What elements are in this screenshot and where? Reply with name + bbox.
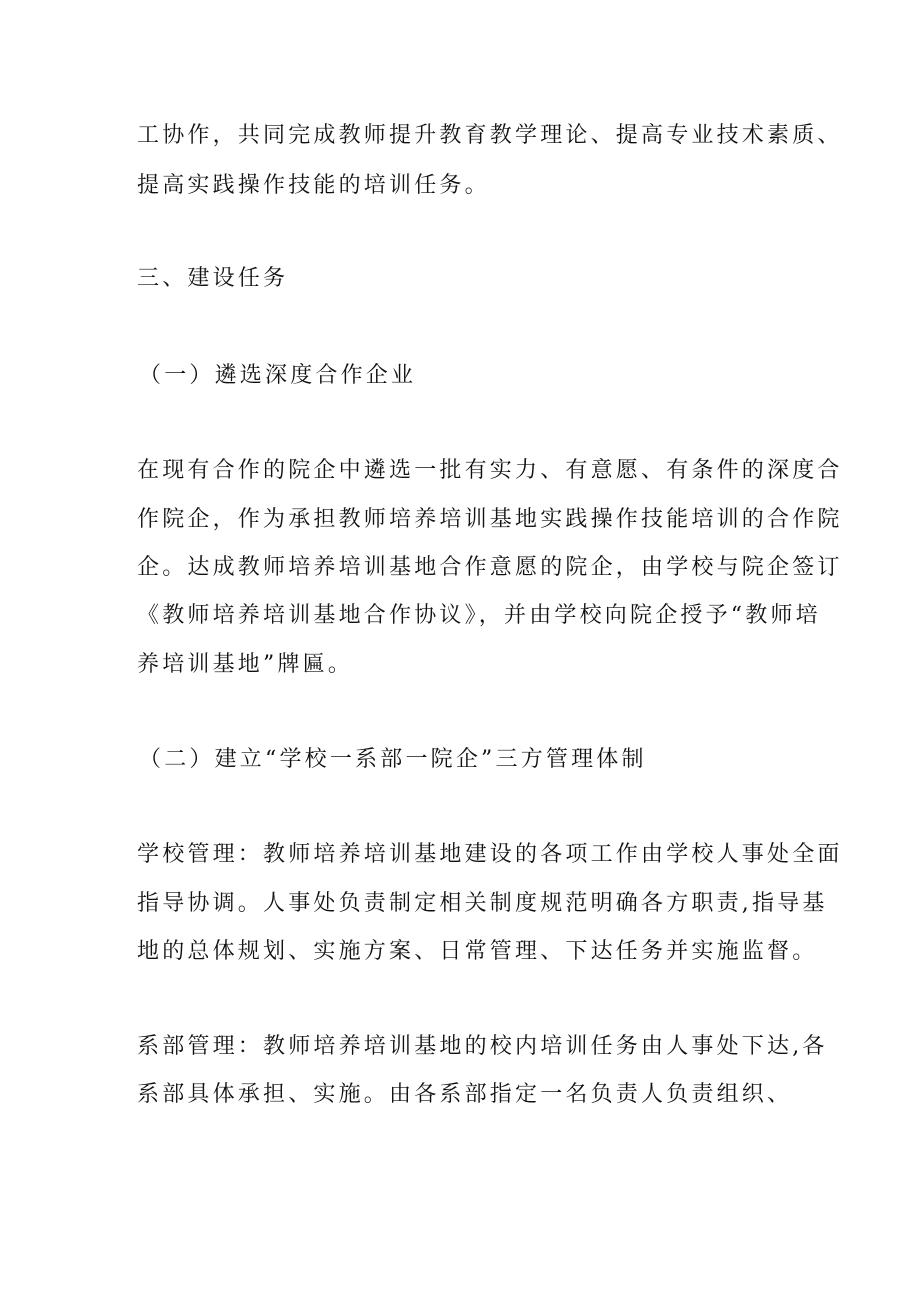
section-heading-three: 三、建设任务 — [137, 266, 289, 291]
paragraph-2-line-2: 作院企，作为承担教师培养培训基地实践操作技能培训的合作院 — [137, 507, 843, 532]
paragraph-2-line-5: 养培训基地”牌匾。 — [137, 652, 354, 677]
paragraph-2-line-1: 在现有合作的院企中遴选一批有实力、有意愿、有条件的深度合 — [137, 458, 843, 483]
paragraph-3-line-1: 学校管理：教师培养培训基地建设的各项工作由学校人事处全面 — [137, 842, 843, 867]
paragraph-4-line-2: 系部具体承担、实施。由各系部指定一名负责人负责组织、 — [137, 1082, 793, 1107]
paragraph-1-line-1: 工协作，共同完成教师提升教育教学理论、提高专业技术素质、 — [137, 123, 843, 148]
paragraph-3-line-2: 指导协调。人事处负责制定相关制度规范明确各方职责,指导基 — [137, 891, 828, 916]
paragraph-1-line-2: 提高实践操作技能的培训任务。 — [137, 173, 490, 198]
subheading-two: （二）建立“学校一系部一院企”三方管理体制 — [139, 747, 647, 772]
paragraph-2-line-4: 《教师培养培训基地合作协议》，并由学校向院企授予“教师培 — [137, 603, 821, 628]
paragraph-3-line-3: 地的总体规划、实施方案、日常管理、下达任务并实施监督。 — [137, 939, 818, 964]
subheading-one: （一）遴选深度合作企业 — [139, 363, 417, 388]
paragraph-2-line-3: 企。达成教师培养培训基地合作意愿的院企，由学校与院企签订 — [137, 555, 843, 580]
paragraph-4-line-1: 系部管理：教师培养培训基地的校内培训任务由人事处下达,各 — [137, 1034, 828, 1059]
